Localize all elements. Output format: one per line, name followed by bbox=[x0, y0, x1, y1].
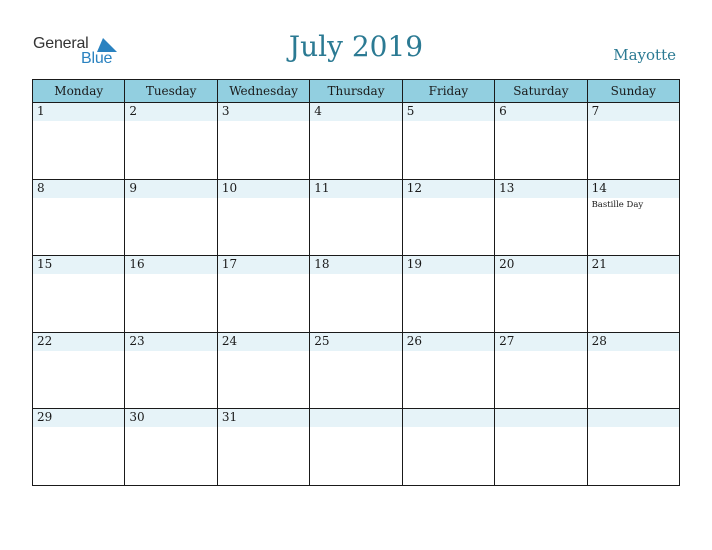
day-cell bbox=[495, 103, 587, 180]
day-cell bbox=[588, 409, 680, 486]
day-cell bbox=[125, 409, 217, 486]
day-number-band bbox=[125, 180, 216, 198]
day-cell bbox=[588, 103, 680, 180]
day-number: 6 bbox=[499, 104, 507, 118]
day-number: 18 bbox=[314, 257, 330, 272]
weeks-container bbox=[33, 103, 680, 486]
day-number: 8 bbox=[37, 180, 45, 195]
day-cell bbox=[218, 409, 310, 486]
weekday-header: Thursday bbox=[310, 80, 402, 103]
day-number: 15 bbox=[37, 257, 53, 272]
day-cell bbox=[218, 333, 310, 410]
logo-text-general: General bbox=[33, 35, 89, 52]
day-number: 24 bbox=[221, 333, 238, 348]
day-number-band bbox=[495, 409, 586, 427]
day-number: 9 bbox=[129, 180, 138, 195]
week-row bbox=[33, 180, 680, 257]
day-cell bbox=[33, 256, 125, 333]
country-label: Mayotte bbox=[613, 46, 676, 64]
week-row bbox=[33, 409, 680, 486]
day-number: 25 bbox=[314, 333, 330, 348]
day-cell bbox=[403, 256, 495, 333]
day-number-band bbox=[310, 409, 401, 427]
holiday-label: Bastille Day bbox=[591, 199, 644, 210]
day-number: 20 bbox=[499, 257, 515, 272]
day-number: 19 bbox=[406, 257, 422, 272]
day-number: 10 bbox=[221, 180, 238, 195]
day-number-band bbox=[310, 103, 401, 121]
day-number-band bbox=[403, 409, 494, 427]
day-number: 1 bbox=[37, 104, 45, 118]
day-cell bbox=[310, 333, 402, 410]
day-cell bbox=[310, 103, 402, 180]
day-number: 28 bbox=[591, 333, 607, 348]
day-number-band bbox=[495, 103, 586, 121]
day-number: 23 bbox=[129, 333, 145, 348]
day-number: 5 bbox=[406, 104, 415, 118]
day-number: 26 bbox=[406, 333, 422, 348]
weekday-header: Tuesday bbox=[125, 80, 217, 103]
day-number-band bbox=[125, 103, 216, 121]
day-number-band bbox=[588, 409, 679, 427]
day-number: 29 bbox=[37, 410, 53, 425]
day-cell bbox=[310, 409, 402, 486]
day-number: 11 bbox=[314, 180, 330, 195]
week-row bbox=[33, 256, 680, 333]
week-row bbox=[33, 333, 680, 410]
day-number-band bbox=[33, 103, 124, 121]
day-cell bbox=[588, 180, 680, 257]
day-cell bbox=[588, 333, 680, 410]
day-cell bbox=[310, 256, 402, 333]
day-cell bbox=[33, 103, 125, 180]
day-cell bbox=[218, 103, 310, 180]
day-number: 21 bbox=[591, 257, 607, 272]
day-cell bbox=[33, 180, 125, 257]
weekday-header-row bbox=[33, 80, 680, 103]
weekday-header: Saturday bbox=[495, 80, 587, 103]
day-number: 22 bbox=[37, 333, 53, 348]
day-cell bbox=[495, 333, 587, 410]
day-cell bbox=[125, 256, 217, 333]
day-number-band bbox=[218, 103, 309, 121]
day-cell bbox=[403, 103, 495, 180]
day-cell bbox=[588, 256, 680, 333]
day-number-band bbox=[33, 180, 124, 198]
day-cell bbox=[403, 333, 495, 410]
day-number: 30 bbox=[129, 410, 145, 425]
weekday-header: Sunday bbox=[588, 80, 680, 103]
day-number: 13 bbox=[499, 180, 515, 195]
day-number: 14 bbox=[591, 180, 607, 195]
day-cell bbox=[495, 256, 587, 333]
calendar-title: July 2019 bbox=[288, 30, 424, 63]
day-number: 12 bbox=[406, 180, 422, 195]
calendar-grid bbox=[32, 79, 680, 486]
day-number: 17 bbox=[221, 257, 238, 272]
day-cell bbox=[495, 409, 587, 486]
day-number-band bbox=[403, 103, 494, 121]
day-cell bbox=[403, 180, 495, 257]
day-number: 2 bbox=[129, 104, 138, 118]
day-cell bbox=[218, 256, 310, 333]
weekday-header: Friday bbox=[403, 80, 495, 103]
logo-text-blue: Blue bbox=[81, 50, 113, 67]
weekday-header: Monday bbox=[33, 80, 125, 103]
day-number: 27 bbox=[499, 333, 515, 348]
day-cell bbox=[33, 333, 125, 410]
day-cell bbox=[495, 180, 587, 257]
day-number: 16 bbox=[129, 257, 145, 272]
day-number: 3 bbox=[221, 104, 230, 118]
day-number-band bbox=[588, 103, 679, 121]
day-cell bbox=[33, 409, 125, 486]
day-number: 7 bbox=[591, 104, 600, 118]
day-cell bbox=[218, 180, 310, 257]
week-row bbox=[33, 103, 680, 180]
day-number: 31 bbox=[221, 410, 238, 425]
day-cell bbox=[403, 409, 495, 486]
day-cell bbox=[125, 103, 217, 180]
day-cell bbox=[125, 180, 217, 257]
day-cell bbox=[310, 180, 402, 257]
day-number: 4 bbox=[314, 104, 322, 118]
weekday-header: Wednesday bbox=[218, 80, 310, 103]
day-cell bbox=[125, 333, 217, 410]
